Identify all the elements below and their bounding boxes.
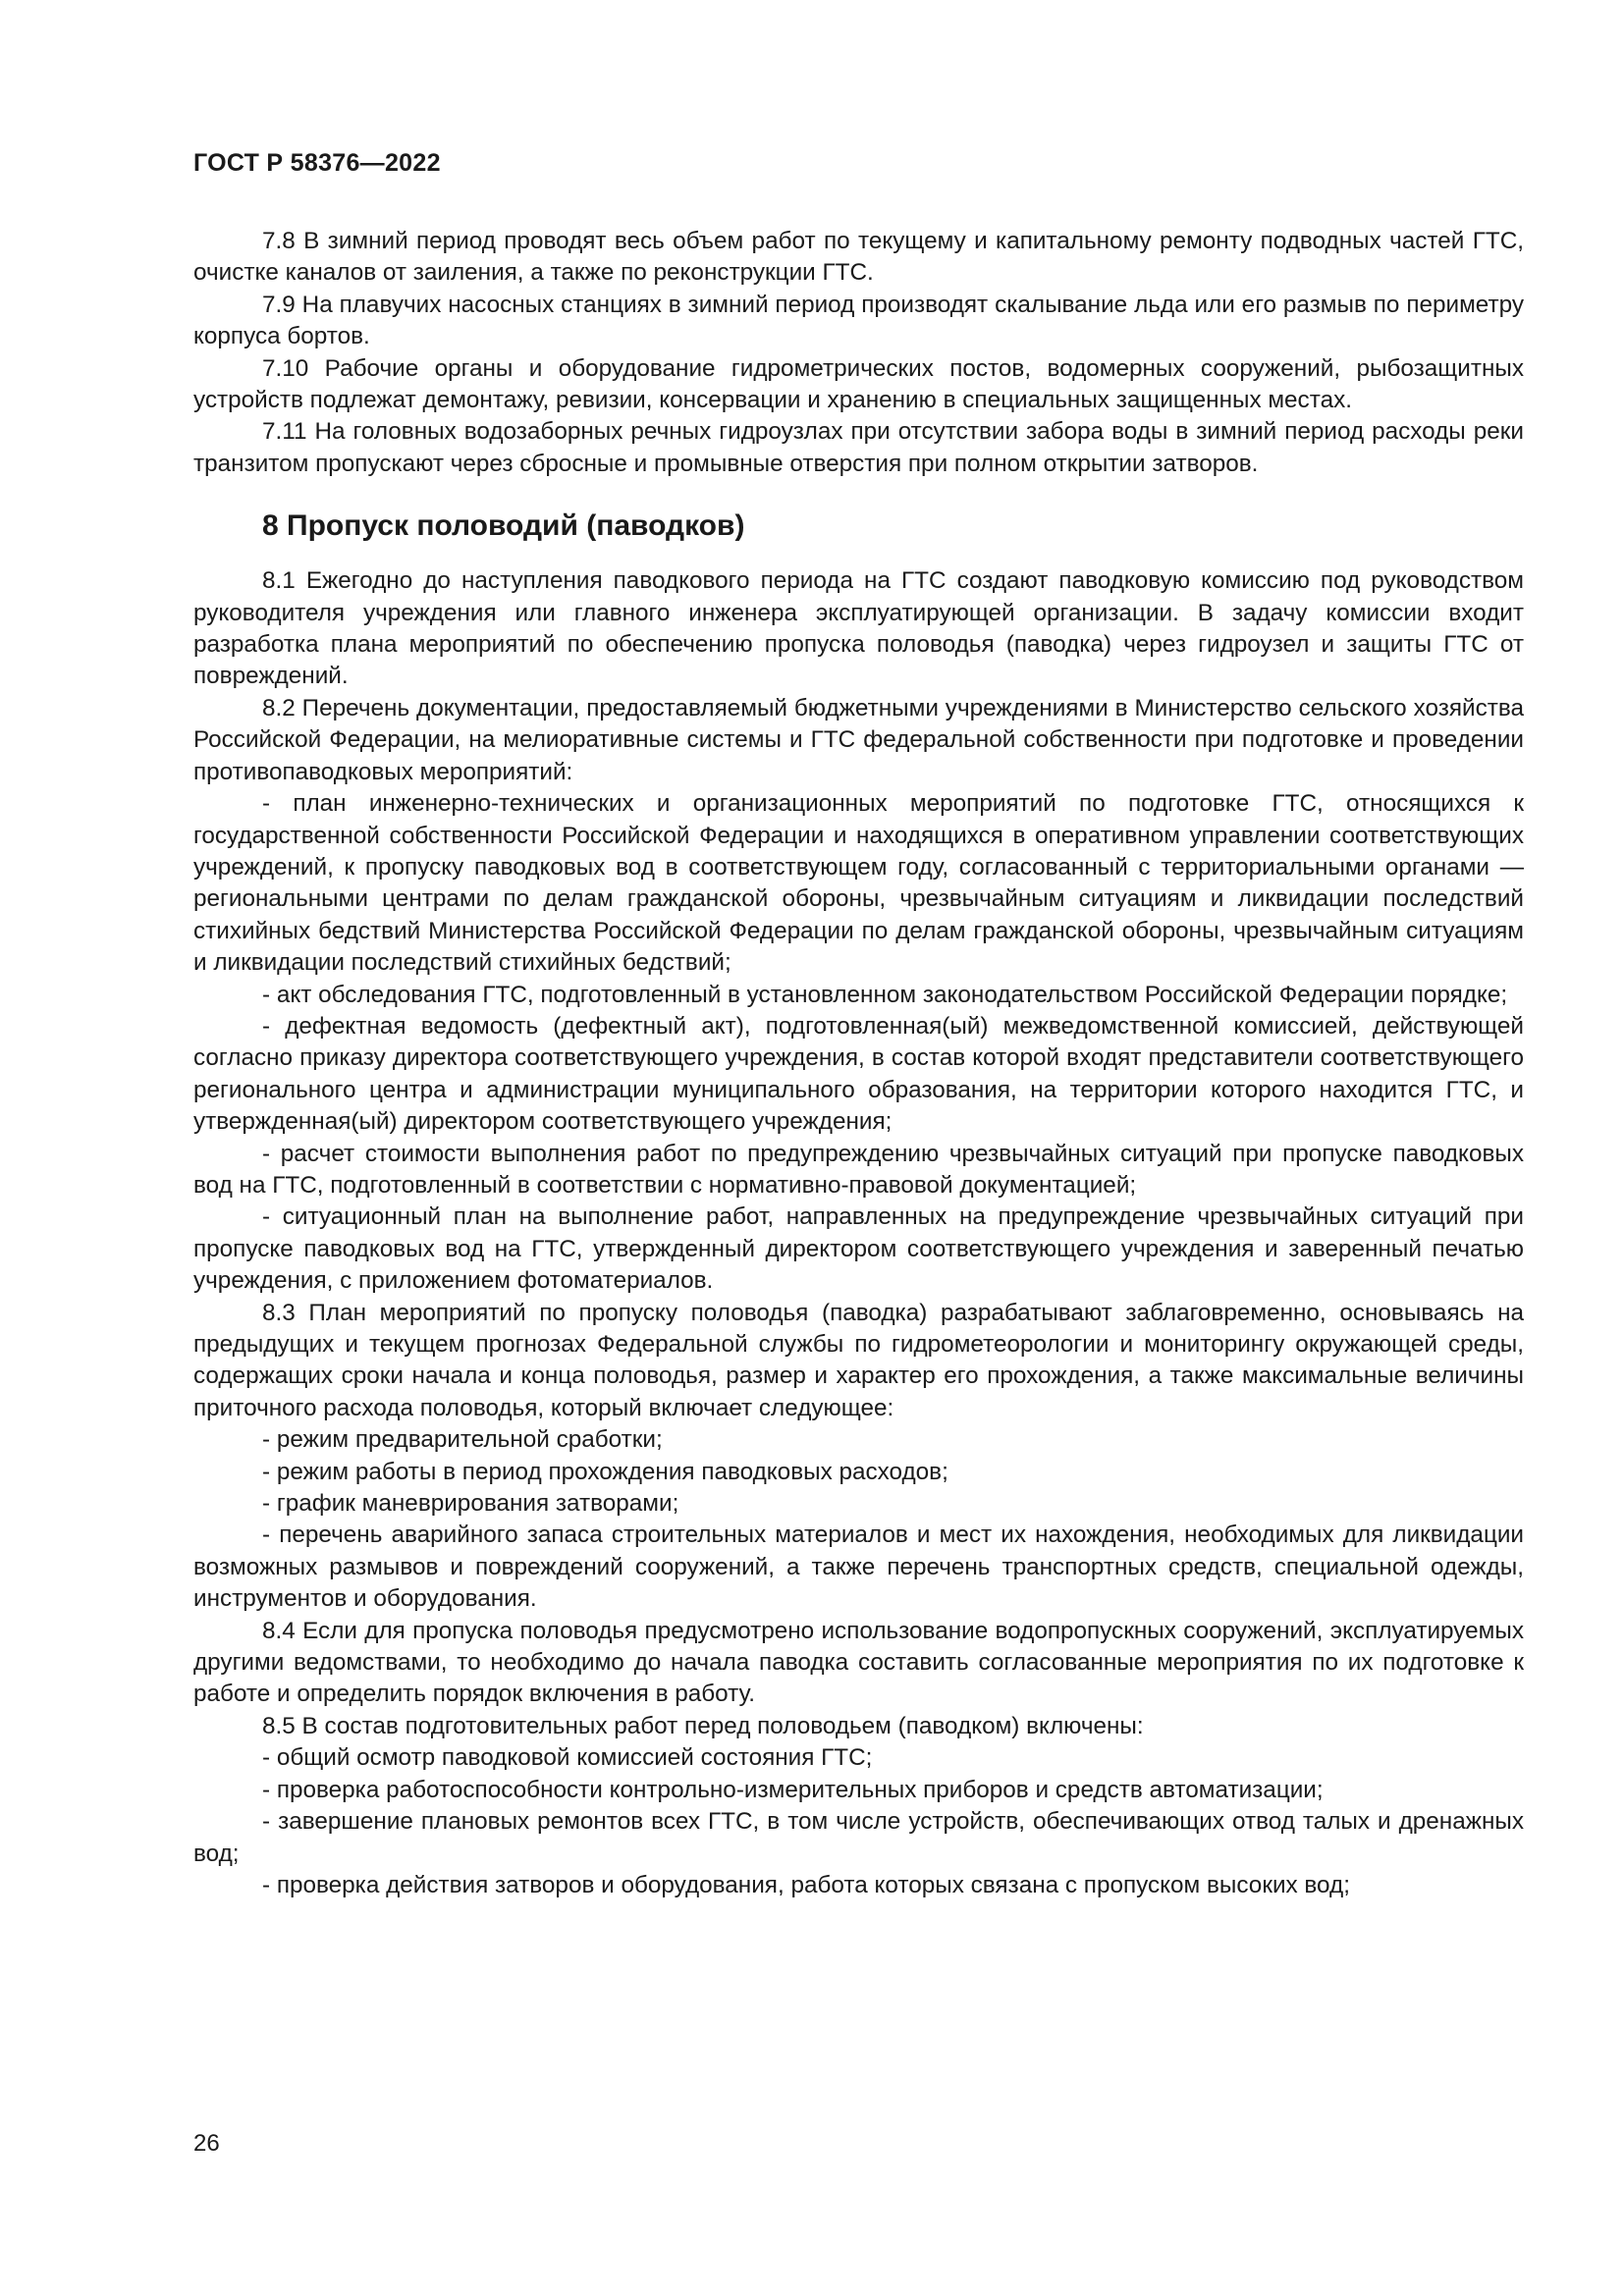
paragraph-8-2: 8.2 Перечень документации, предоставляемый бюджетными учреждениями в Министерство сельского хозяйства Российской Федерации, на мелиоративные системы и ГТС федеральной собственности при подготовке и проведении противопаводковых мероприятий: [193,694,1524,785]
list-item: - режим работы в период прохождения паводковых расходов; [262,1458,948,1485]
section-8-heading: 8 Пропуск половодий (паводков) [262,509,745,543]
standard-header: ГОСТ Р 58376—2022 [193,149,441,177]
list-item: - график маневрирования затворами; [262,1490,679,1518]
paragraph-8-1: 8.1 Ежегодно до наступления паводкового периода на ГТС создают паводковую комиссию под руководством руководителя учреждения или главного инженера эксплуатирующей организации. В задачу комиссии входит разработка плана мероприятий по обеспечению пропуска половодья (паводка) через гидроузел и защиты ГТС от повреждений. [193,567,1524,690]
list-item: - перечень аварийного запаса строительных материалов и мест их нахождения, необходимых для ликвидации возможных размывов и повреждений сооружений, а также перечень транспортных средств, специальной одежды, инструментов и оборудования. [193,1522,1524,1613]
paragraph-8-4: 8.4 Если для пропуска половодья предусмотрено использование водопропускных сооружений, эксплуатируемых другими ведомствами, то необходимо до начала паводка составить согласованные мероприятия по их подготовке к работе и определить порядок включения в работу. [193,1617,1524,1708]
list-item: - общий осмотр паводковой комиссией состояния ГТС; [262,1744,873,1772]
list-item: - дефектная ведомость (дефектный акт), подготовленная(ый) межведомственной комиссией, действующей согласно приказу директора соответствующего учреждения, в состав которой входят представители соответствующего регионального центра и администрации муниципального образования, на территории которого находится ГТС, и утвержденная(ый) директором соответствующего учреждения; [193,1012,1524,1136]
page-number: 26 [193,2130,220,2157]
paragraph-7-10: 7.10 Рабочие органы и оборудование гидрометрических постов, водомерных сооружений, рыбозащитных устройств подлежат демонтажу, ревизии, консервации и хранению в специальных защищенных местах. [193,354,1524,414]
list-item: - ситуационный план на выполнение работ, направленных на предупреждение чрезвычайных ситуаций при пропуске паводковых вод на ГТС, утвержденный директором соответствующего учреждения и заверенный печатью учреждения, с приложением фотоматериалов. [193,1203,1524,1295]
paragraph-7-9: 7.9 На плавучих насосных станциях в зимний период производят скалывание льда или его размыв по периметру корпуса бортов. [193,291,1524,350]
paragraph-8-5: 8.5 В состав подготовительных работ перед половодьем (паводком) включены: [262,1712,1144,1739]
list-item: - план инженерно-технических и организационных мероприятий по подготовке ГТС, относящихся к государственной собственности Российской Федерации и находящихся в оперативном управлении соответствующих учреждений, к пропуску паводковых вод в соответствующем году, согласованный с территориальными органами — региональными центрами по делам гражданской обороны, чрезвычайным ситуациям и ликвидации последствий стихийных бедствий Министерства Российской Федерации по делам гражданской обороны, чрезвычайным ситуациям и ликвидации последствий стихийных бедствий; [193,790,1524,977]
list-item: - расчет стоимости выполнения работ по предупреждению чрезвычайных ситуаций при пропуске паводковых вод на ГТС, подготовленный в соответствии с нормативно-правовой документацией; [193,1140,1524,1199]
list-item: - проверка действия затворов и оборудования, работа которых связана с пропуском высоких вод; [262,1871,1350,1898]
paragraph-8-3: 8.3 План мероприятий по пропуску половодья (паводка) разрабатывают заблаговременно, основываясь на предыдущих и текущем прогнозах Федеральной службы по гидрометеорологии и мониторингу окружающей среды, содержащих сроки начала и конца половодья, размер и характер его прохождения, а также максимальные величины приточного расхода половодья, который включает следующее: [193,1299,1524,1421]
list-item: - режим предварительной сработки; [262,1426,663,1454]
paragraph-7-11: 7.11 На головных водозаборных речных гидроузлах при отсутствии забора воды в зимний период расходы реки транзитом пропускают через сбросные и промывные отверстия при полном открытии затворов. [193,418,1524,477]
document-body [193,226,1524,1901]
list-item: - акт обследования ГТС, подготовленный в установленном законодательством Российской Федерации порядке; [262,981,1508,1008]
list-item: - завершение плановых ремонтов всех ГТС, в том числе устройств, обеспечивающих отвод талых и дренажных вод; [193,1808,1524,1867]
paragraph-7-8: 7.8 В зимний период проводят весь объем работ по текущему и капитальному ремонту подводных частей ГТС, очистке каналов от заиления, а также по реконструкции ГТС. [193,228,1524,287]
list-item: - проверка работоспособности контрольно-измерительных приборов и средств автоматизации; [262,1776,1324,1803]
